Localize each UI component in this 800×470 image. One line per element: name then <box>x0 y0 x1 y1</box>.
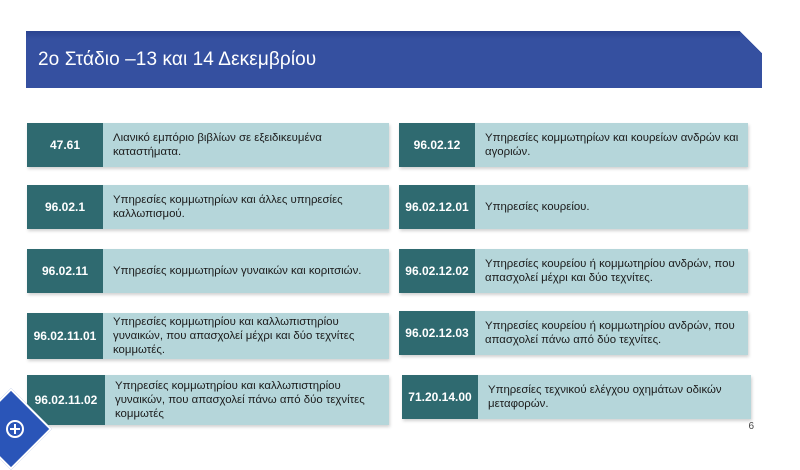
activity-code: 96.02.12.01 <box>399 185 475 229</box>
activity-code: 96.02.1 <box>27 185 103 229</box>
slide-title: 2ο Στάδιο –13 και 14 Δεκεμβρίου <box>38 48 317 70</box>
activity-code: 96.02.11.01 <box>27 313 103 359</box>
activity-row <box>399 185 748 229</box>
activity-code: 96.02.11 <box>27 249 103 293</box>
activity-description: Λιανικό εμπόριο βιβλίων σε εξειδικευμένα καταστήματα. <box>103 123 389 167</box>
activity-code: 96.02.12.02 <box>399 249 475 293</box>
emblem-icon <box>6 420 24 438</box>
activity-description: Υπηρεσίες κομμωτηρίου και καλλωπιστηρίου γυναικών, που απασχολεί μέχρι και δύο τεχνίτες κομμωτές. <box>103 313 389 359</box>
activity-row <box>27 313 389 359</box>
activity-description: Υπηρεσίες κομμωτηρίων και κουρείων ανδρών και αγοριών. <box>475 123 748 167</box>
page-number: 6 <box>748 421 754 432</box>
activity-row <box>27 185 389 229</box>
activity-description: Υπηρεσίες κουρείου ή κομμωτηρίου ανδρών, που απασχολεί μέχρι και δύο τεχνίτες. <box>475 249 748 293</box>
title-corner-fold <box>740 31 762 53</box>
activity-description: Υπηρεσίες τεχνικού ελέγχου οχημάτων οδικών μεταφορών. <box>478 375 751 419</box>
activity-code: 71.20.14.00 <box>402 375 478 419</box>
activity-row <box>399 311 748 355</box>
activity-code: 96.02.11.02 <box>27 375 105 425</box>
activity-code: 96.02.12 <box>399 123 475 167</box>
activity-description: Υπηρεσίες κομμωτηρίου και καλλωπιστηρίου γυναικών, που απασχολεί πάνω από δύο τεχνίτες κομμωτές <box>105 375 389 425</box>
activity-description: Υπηρεσίες κομμωτηρίων και άλλες υπηρεσίες καλλωπισμού. <box>103 185 389 229</box>
activity-row <box>27 123 389 167</box>
activity-row <box>27 375 389 425</box>
activity-row <box>27 249 389 293</box>
title-bar <box>26 31 762 88</box>
activity-description: Υπηρεσίες κουρείου ή κομμωτηρίου ανδρών, που απασχολεί πάνω από δύο τεχνίτες. <box>475 311 748 355</box>
activity-row <box>399 123 748 167</box>
activity-description: Υπηρεσίες κουρείου. <box>475 185 748 229</box>
activity-description: Υπηρεσίες κομμωτηρίων γυναικών και κοριτσιών. <box>103 249 389 293</box>
activity-row <box>399 249 748 293</box>
activity-code: 47.61 <box>27 123 103 167</box>
activity-code: 96.02.12.03 <box>399 311 475 355</box>
activity-row <box>402 375 751 419</box>
